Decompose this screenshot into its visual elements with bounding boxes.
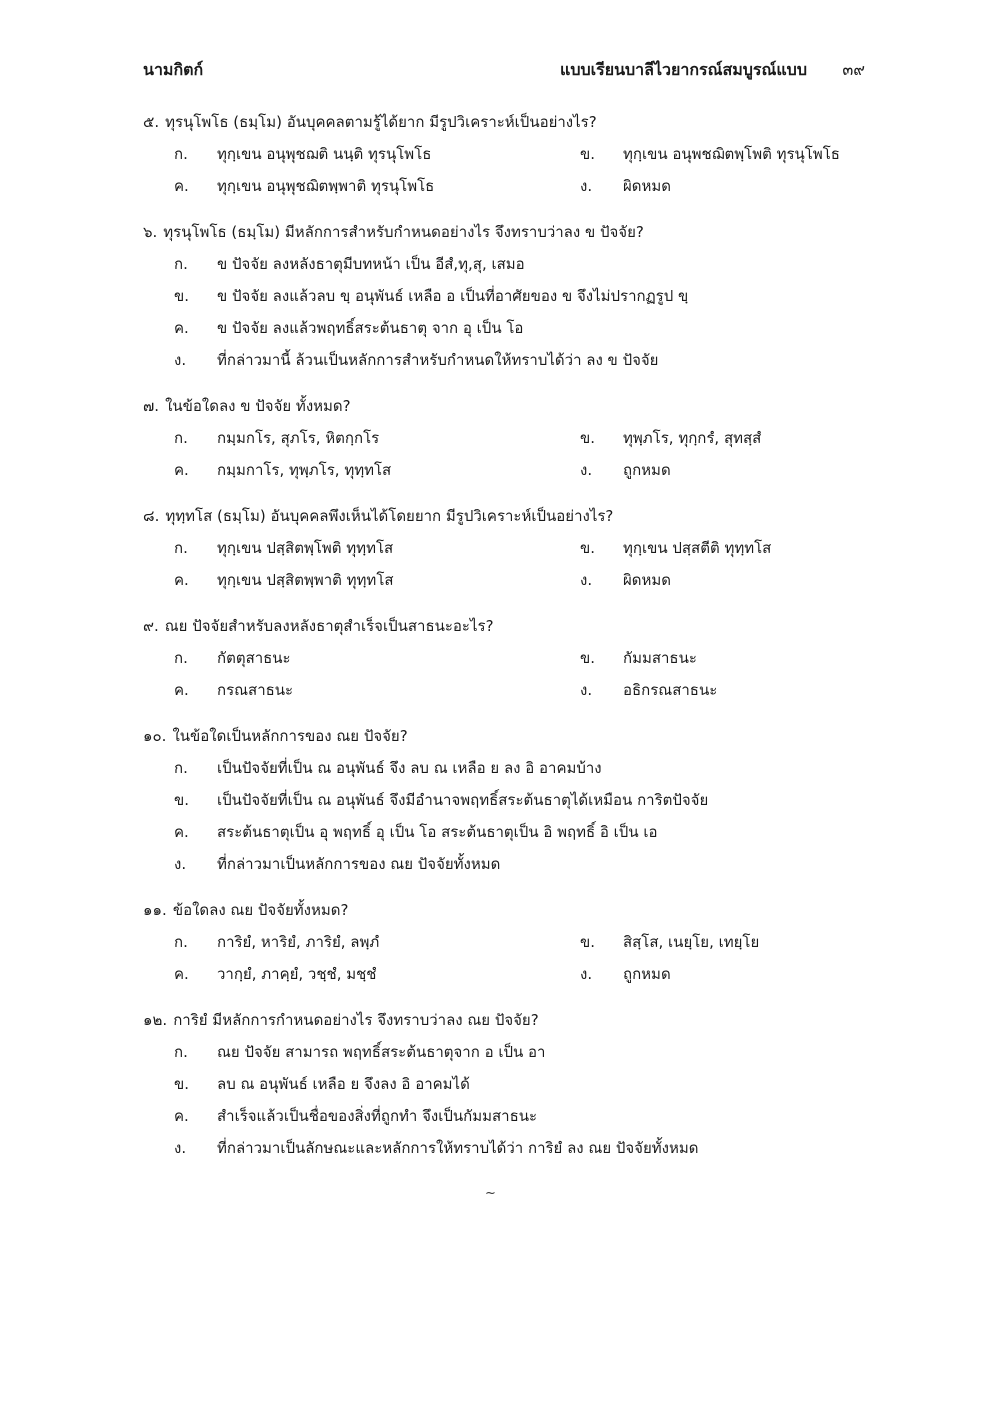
question-number: ๑๑.	[143, 901, 167, 919]
answer-option	[174, 759, 602, 777]
option-row	[174, 138, 873, 170]
option-text: กัมมสาธนะ	[623, 649, 697, 667]
option-label: ข.	[174, 1075, 190, 1093]
answer-option	[580, 170, 671, 202]
option-list	[143, 532, 873, 596]
answer-option	[174, 674, 293, 706]
option-list	[143, 1036, 873, 1164]
option-list	[143, 752, 873, 880]
answer-option	[174, 287, 688, 305]
option-label: ข.	[174, 791, 190, 809]
question-number: ๑๐.	[143, 727, 167, 745]
option-text: ทุพฺภโร, ทุกฺกรํ, สุทสฺสํ	[623, 429, 762, 447]
answer-option	[580, 674, 717, 706]
option-label: ง.	[580, 681, 593, 699]
option-text: กัตตุสาธนะ	[217, 649, 291, 667]
option-text: ทุกฺเขน ปสฺสิตพฺพาติ ทุทฺทโส	[217, 571, 394, 589]
answer-option	[174, 564, 394, 596]
option-text: ผิดหมด	[623, 571, 672, 589]
option-row	[174, 532, 873, 564]
option-list	[143, 138, 873, 202]
option-row	[174, 564, 873, 596]
option-text: ที่กล่าวมาเป็นลักษณะและหลักการให้ทราบได้ว่า การิยํ ลง ณย ปัจจัยทั้งหมด	[217, 1139, 699, 1157]
answer-option	[580, 926, 759, 958]
option-text: กรณสาธนะ	[217, 681, 294, 699]
option-text: ผิดหมด	[623, 177, 672, 195]
answer-option	[580, 138, 840, 170]
answer-option	[580, 422, 761, 454]
option-text: ถูกหมด	[623, 965, 671, 983]
question-number: ๖.	[143, 223, 158, 241]
answer-option	[174, 170, 434, 202]
answer-option	[174, 823, 658, 841]
question-item	[143, 1004, 873, 1164]
option-label: ง.	[174, 855, 187, 873]
answer-option	[580, 564, 671, 596]
option-label: ค.	[174, 681, 189, 699]
option-list	[143, 248, 873, 376]
option-row	[174, 816, 873, 848]
question-text-line	[143, 894, 873, 926]
answer-option	[580, 642, 697, 674]
option-row	[174, 344, 873, 376]
question-text-line	[143, 500, 873, 532]
option-label: ค.	[174, 823, 189, 841]
option-row	[174, 642, 873, 674]
option-text: ทุกฺเขน อนุพุชฌิตพฺพาติ ทุรนุโพโธ	[217, 177, 435, 195]
answer-option	[174, 422, 379, 454]
option-list	[143, 926, 873, 990]
page-header	[143, 58, 865, 88]
question-text: ในข้อใดเป็นหลักการของ ณย ปัจจัย?	[172, 727, 408, 745]
question-text-line	[143, 106, 873, 138]
option-label: ค.	[174, 1107, 189, 1125]
answer-option	[174, 1107, 537, 1125]
option-text: ทุกฺเขน ปสฺสตีติ ทุทฺทโส	[623, 539, 772, 557]
answer-option	[174, 642, 291, 674]
question-item	[143, 610, 873, 706]
footer-mark: ~	[485, 1186, 496, 1201]
answer-option	[174, 351, 658, 369]
option-label: ง.	[580, 571, 593, 589]
answer-option	[174, 454, 391, 486]
option-label: ง.	[174, 351, 187, 369]
option-row	[174, 1068, 873, 1100]
option-row	[174, 1036, 873, 1068]
answer-option	[174, 138, 431, 170]
answer-option	[174, 1075, 470, 1093]
question-item	[143, 720, 873, 880]
option-text: ที่กล่าวมานี้ ล้วนเป็นหลักการสำหรับกำหนดให้ทราบได้ว่า ลง ข ปัจจัย	[217, 351, 659, 369]
option-list	[143, 642, 873, 706]
option-label: ข.	[580, 539, 596, 557]
option-label: ข.	[580, 933, 596, 951]
question-item	[143, 500, 873, 596]
option-row	[174, 280, 873, 312]
question-text-line	[143, 720, 873, 752]
option-label: ค.	[174, 965, 189, 983]
option-label: ก.	[174, 429, 188, 447]
option-text: กมฺมกาโร, ทุพฺภโร, ทุทฺทโส	[217, 461, 392, 479]
option-row	[174, 784, 873, 816]
option-row	[174, 454, 873, 486]
question-number: ๑๒.	[143, 1011, 168, 1029]
answer-option	[580, 532, 771, 564]
question-item	[143, 106, 873, 202]
option-label: ข.	[580, 145, 596, 163]
option-row	[174, 674, 873, 706]
option-row	[174, 170, 873, 202]
question-text: ทุทฺทโส (ธมฺโม) อันบุคคลพึงเห็นได้โดยยาก มีรูปวิเคราะห์เป็นอย่างไร?	[165, 507, 614, 525]
question-text-line	[143, 1004, 873, 1036]
header-title: แบบเรียนบาลีไวยากรณ์สมบูรณ์แบบ	[560, 60, 807, 79]
question-item	[143, 894, 873, 990]
option-label: ค.	[174, 571, 189, 589]
option-label: ค.	[174, 319, 189, 337]
answer-option	[580, 958, 671, 990]
question-item	[143, 390, 873, 486]
answer-option	[174, 926, 379, 958]
option-text: ลบ ณ อนุพันธ์ เหลือ ย จึงลง อิ อาคมได้	[217, 1075, 470, 1093]
option-label: ข.	[580, 429, 596, 447]
option-row	[174, 1100, 873, 1132]
option-text: สำเร็จแล้วเป็นชื่อของสิ่งที่ถูกทำ จึงเป็นกัมมสาธนะ	[217, 1107, 538, 1125]
option-label: ง.	[580, 965, 593, 983]
option-row	[174, 312, 873, 344]
question-list	[143, 106, 873, 1178]
option-text: สิสฺโส, เนยฺโย, เทยฺโย	[623, 933, 760, 951]
option-text: วากฺยํ, ภาคฺยํ, วชฺชํ, มชฺชํ	[217, 965, 377, 983]
option-text: อธิกรณสาธนะ	[623, 681, 718, 699]
option-text: ที่กล่าวมาเป็นหลักการของ ณย ปัจจัยทั้งหมด	[217, 855, 501, 873]
option-label: ค.	[174, 177, 189, 195]
answer-option	[174, 532, 393, 564]
option-label: ก.	[174, 759, 188, 777]
question-number: ๙.	[143, 617, 159, 635]
answer-option	[174, 319, 523, 337]
answer-option	[174, 855, 500, 873]
option-text: กมฺมกโร, สุภโร, หิตกฺกโร	[217, 429, 380, 447]
option-label: ข.	[174, 287, 190, 305]
question-text: ในข้อใดลง ข ปัจจัย ทั้งหมด?	[165, 397, 351, 415]
option-label: ก.	[174, 145, 188, 163]
answer-option	[174, 958, 377, 990]
question-text: การิยํ มีหลักการกำหนดอย่างไร จึงทราบว่าลง ณย ปัจจัย?	[173, 1011, 539, 1029]
question-item	[143, 216, 873, 376]
option-text: ข ปัจจัย ลงแล้วพฤทธิ์สระต้นธาตุ จาก อุ เป็น โอ	[217, 319, 524, 337]
option-label: ก.	[174, 255, 188, 273]
option-row	[174, 752, 873, 784]
answer-option	[174, 255, 525, 273]
answer-option	[174, 1139, 699, 1157]
question-text: ข้อใดลง ณย ปัจจัยทั้งหมด?	[172, 901, 349, 919]
option-text: การิยํ, หาริยํ, ภาริยํ, ลพฺภํ	[217, 933, 380, 951]
option-label: ง.	[580, 177, 593, 195]
option-label: ง.	[174, 1139, 187, 1157]
question-number: ๗.	[143, 397, 160, 415]
option-row	[174, 248, 873, 280]
answer-option	[174, 1043, 545, 1061]
option-text: ถูกหมด	[623, 461, 671, 479]
option-text: เป็นปัจจัยที่เป็น ณ อนุพันธ์ จึง ลบ ณ เหลือ ย ลง อิ อาคมบ้าง	[217, 759, 602, 777]
option-row	[174, 926, 873, 958]
option-text: ข ปัจจัย ลงหลังธาตุมีบทหน้า เป็น อีสํ,ทุ,สุ, เสมอ	[217, 255, 525, 273]
option-label: ง.	[580, 461, 593, 479]
page-number: ๓๙	[842, 60, 865, 79]
option-row	[174, 958, 873, 990]
answer-option	[580, 454, 671, 486]
option-text: เป็นปัจจัยที่เป็น ณ อนุพันธ์ จึงมีอำนาจพฤทธิ์สระต้นธาตุได้เหมือน การิตปัจจัย	[217, 791, 709, 809]
answer-option	[174, 791, 708, 809]
option-label: ก.	[174, 649, 188, 667]
question-text: ณย ปัจจัยสำหรับลงหลังธาตุสำเร็จเป็นสาธนะอะไร?	[164, 617, 494, 635]
option-text: ทุกฺเขน อนุพชฌิตพฺโพติ ทุรนุโพโธ	[623, 145, 840, 163]
option-label: ค.	[174, 461, 189, 479]
option-row	[174, 422, 873, 454]
question-number: ๘.	[143, 507, 160, 525]
option-text: ทุกฺเขน ปสฺสิตพฺโพติ ทุทฺทโส	[217, 539, 394, 557]
option-label: ก.	[174, 539, 188, 557]
option-text: สระต้นธาตุเป็น อุ พฤทธิ์ อุ เป็น โอ สระต้นธาตุเป็น อิ พฤทธิ์ อิ เป็น เอ	[217, 823, 658, 841]
question-text: ทุรนุโพโธ (ธมฺโม) อันบุคคลตามรู้ได้ยาก มีรูปวิเคราะห์เป็นอย่างไร?	[165, 113, 597, 131]
header-left: นามกิตก์	[143, 60, 204, 79]
option-label: ก.	[174, 1043, 188, 1061]
option-text: ทุกฺเขน อนุพุชฌติ นนฺติ ทุรนุโพโธ	[217, 145, 432, 163]
question-text-line	[143, 390, 873, 422]
question-number: ๕.	[143, 113, 160, 131]
option-row	[174, 848, 873, 880]
question-text: ทุรนุโพโธ (ธมฺโม) มีหลักการสำหรับกำหนดอย่างไร จึงทราบว่าลง ข ปัจจัย?	[163, 223, 644, 241]
question-text-line	[143, 216, 873, 248]
option-row	[174, 1132, 873, 1164]
option-label: ข.	[580, 649, 596, 667]
question-text-line	[143, 610, 873, 642]
option-text: ข ปัจจัย ลงแล้วลบ ขฺ อนุพันธ์ เหลือ อ เป็นที่อาศัยของ ข จึงไม่ปรากฏรูป ขฺ	[217, 287, 689, 305]
option-list	[143, 422, 873, 486]
option-label: ก.	[174, 933, 188, 951]
option-text: ณย ปัจจัย สามารถ พฤทธิ์สระต้นธาตุจาก อ เป็น อา	[217, 1043, 546, 1061]
